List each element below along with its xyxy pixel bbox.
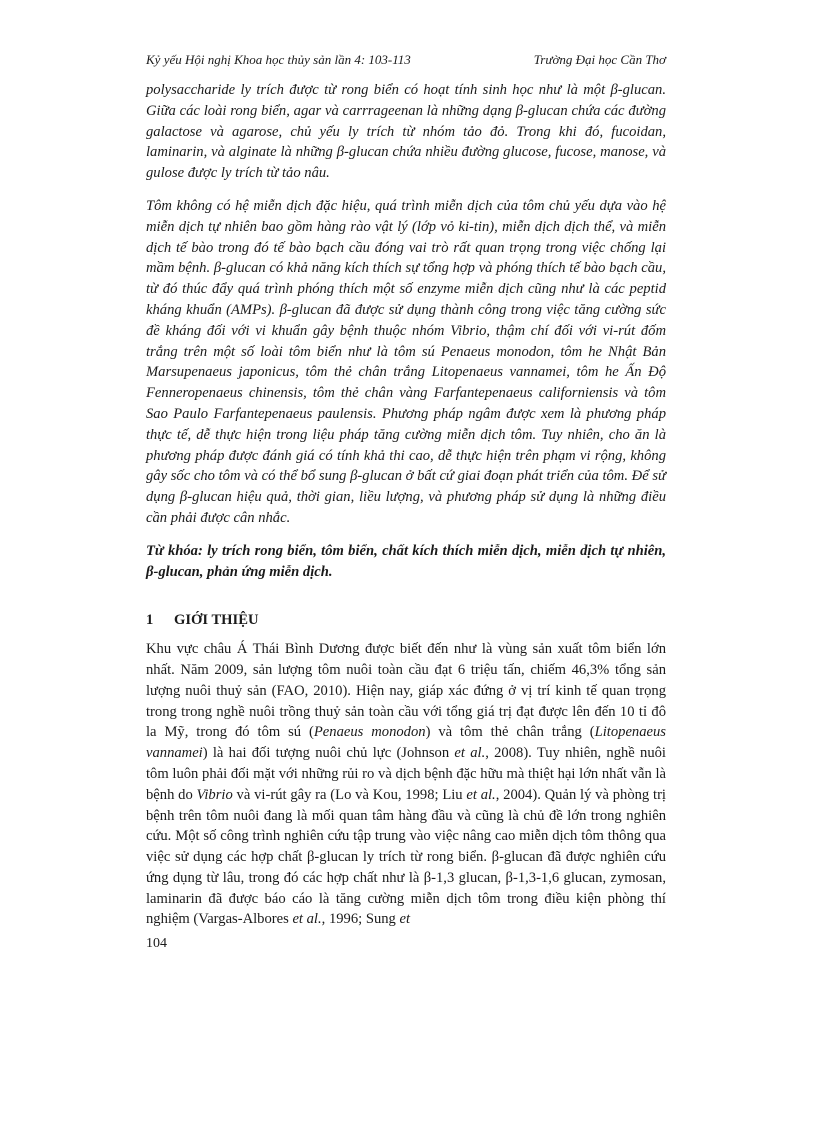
section-heading	[146, 610, 666, 631]
header-institution: Trường Đại học Cần Thơ	[533, 52, 666, 67]
introduction-paragraph: Khu vực châu Á Thái Bình Dương được biết đến như là vùng sản xuất tôm biển lớn nhất. Năm 2009, sản lượng tôm nuôi toàn cầu đạt 6 triệu tấn, chiếm 46,3% tổng sản lượng nuôi thuỷ sản (FAO, 2010). Hiện nay, giáp xác đứng ở vị trí kinh tế quan trọng trong trong nghề nuôi trồng thuỷ sản toàn cầu với tổng giá trị đạt được lên đến 10 tỉ đô la Mỹ, trong đó tôm sú (Penaeus monodon) và tôm thẻ chân trắng (Litopenaeus vannamei) là hai đối tượng nuôi chủ lực (Johnson et al., 2008). Tuy nhiên, nghề nuôi tôm luôn phải đối mặt với những rủi ro và dịch bệnh đặc hữu mà thiệt hại lớn nhất vẫn là bệnh do Vibrio và vi-rút gây ra (Lo và Kou, 1998; Liu et al., 2004). Quản lý và phòng trị bệnh trên tôm nuôi đang là mối quan tâm hàng đầu và cũng là chủ đề lớn trong nghiên cứu. Một số công trình nghiên cứu tập trung vào việc nâng cao miễn dịch tôm thông qua việc sử dụng các hợp chất β-glucan ly trích từ rong biển. β-glucan đã được nghiên cứu ứng dụng từ lâu, trong đó các hợp chất như là β-1,3 glucan, β-1,3-1,6 glucan, zymosan, laminarin đã được báo cáo là tăng cường miễn dịch tôm trong điều kiện phòng thí nghiệm (Vargas-Albores et al., 1996; Sung et	[146, 641, 666, 928]
header-proceedings-title: Kỷ yếu Hội nghị Khoa học thủy sản lần 4: 103-113	[146, 52, 411, 67]
abstract-paragraph-1: polysaccharide ly trích được từ rong biển có hoạt tính sinh học như là một β-glucan. Giữa các loài rong biển, agar và carrrageenan là những dạng β-glucan chứa các đường galactose và agarose, chủ yếu ly trích từ nhóm tảo đỏ. Trong khi đó, fucoidan, laminarin, và alginate là những β-glucan chứa nhiều đường glucose, fucose, manose, và gulose được ly trích từ tảo nâu.	[146, 82, 666, 182]
section-title: GIỚI THIỆU	[174, 612, 259, 629]
keywords: Từ khóa: ly trích rong biển, tôm biển, chất kích thích miễn dịch, miễn dịch tự nhiên, β-glucan, phản ứng miễn dịch.	[146, 542, 666, 580]
page-content	[146, 80, 666, 930]
running-header	[146, 52, 666, 68]
abstract-paragraph-2: Tôm không có hệ miễn dịch đặc hiệu, quá trình miễn dịch của tôm chủ yếu dựa vào hệ miễn dịch tự nhiên bao gồm hàng rào vật lý (lớp vỏ ki-tin), miễn dịch dịch thể, và miễn dịch tế bào trong đó tế bào bạch cầu đóng vai trò rất quan trọng trong việc chống lại mầm bệnh. β-glucan có khả năng kích thích sự tổng hợp và phóng thích tế bào bạch cầu, từ đó thúc đẩy quá trình phóng thích một số enzyme miễn dịch cũng như là các peptid kháng khuẩn (AMPs). β-glucan đã được sử dụng thành công trong việc tăng cường sức đề kháng đối với vi khuẩn gây bệnh thuộc nhóm Vibrio, thậm chí đối với vi-rút đốm trắng trên một số loài tôm biển như là tôm sú Penaeus monodon, tôm he Nhật Bản Marsupenaeus japonicus, tôm thẻ chân trắng Litopenaeus vannamei, tôm he Ấn Độ Fenneropenaeus chinensis, tôm thẻ chân vàng Farfantepenaeus californiensis và tôm Sao Paulo Farfantepenaeus paulensis. Phương pháp ngâm được xem là phương pháp thực tế, dễ thực hiện trong liệu pháp tăng cường miễn dịch tôm. Tuy nhiên, cho ăn là phương pháp được đánh giá có tính khả thi cao, dễ thực hiện trên phạm vi rộng, không gây sốc cho tôm và có thể bổ sung β-glucan ở bất cứ giai đoạn phát triển của tôm. Để sử dụng β-glucan hiệu quả, thời gian, liều lượng, và phương pháp sử dụng là những điều cần phải được cân nhắc.	[146, 197, 666, 526]
section-number: 1	[146, 612, 154, 629]
page-number: 104	[146, 936, 167, 951]
